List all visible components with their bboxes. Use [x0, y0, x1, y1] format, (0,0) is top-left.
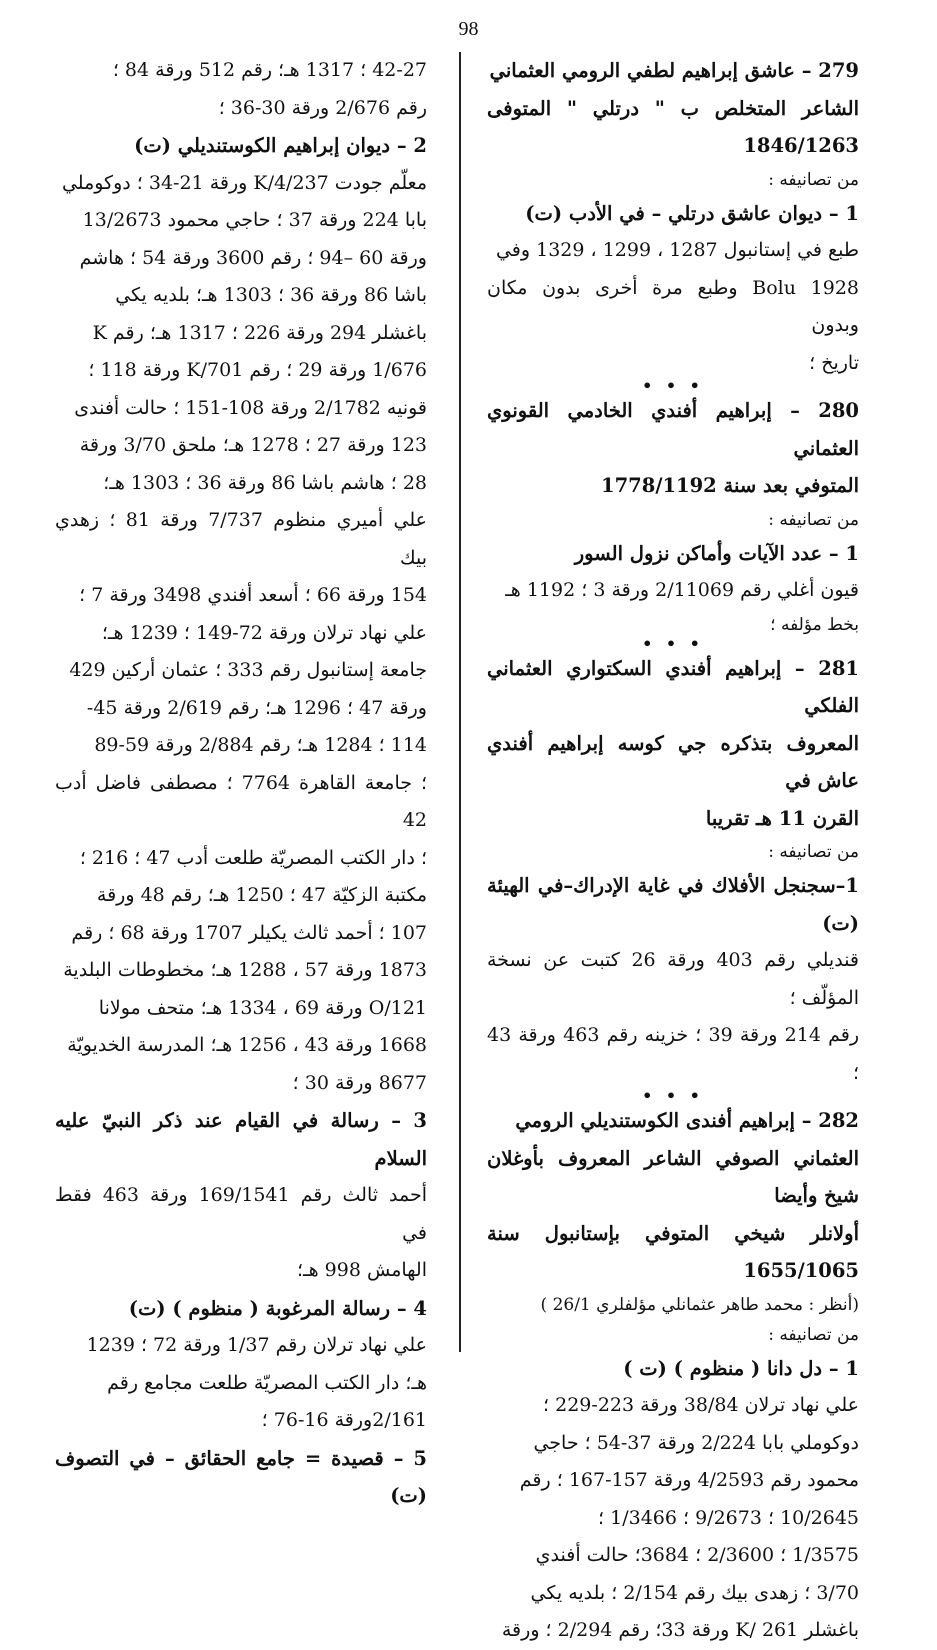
text-line: باغشلر 294 ورقة 226 ؛ 1317 هـ؛ رقم K	[92, 321, 427, 344]
text-line: Bolu 1928 وطبع مرة أخرى بدون مكان وبدون	[487, 276, 859, 336]
text-line: 1/3575 ؛ 2/3600 ؛ 3684؛ حالت أفندي	[535, 1544, 859, 1566]
text-line: معلّم جودت 4/237/K ورقة 21-34 ؛ دوكوملي	[61, 171, 427, 194]
entry-heading: المتوفي بعد سنة 1778/1192	[601, 474, 859, 497]
sub-label: من تصانيفه :	[768, 509, 859, 530]
sub-label: من تصانيفه :	[768, 1324, 859, 1345]
entry-heading: 1–سجنجل الأفلاك في غاية الإدراك–في الهيئة (ت)	[487, 874, 859, 935]
text-line: الهامش 998 هـ؛	[297, 1259, 427, 1281]
column-divider	[459, 52, 461, 1352]
right-column	[487, 52, 859, 1650]
text-line: علي نهاد ترلان ورقة 72-149 ؛ 1239 هـ؛	[101, 621, 427, 644]
left-column	[55, 52, 427, 1515]
entry-heading: 1 – ديوان عاشق درتلي – في الأدب (ت)	[525, 201, 859, 225]
text-line: 2/161ورقة 16-76 ؛	[261, 1409, 427, 1431]
text-line: طبع في إستانبول 1287 ، 1299 ، 1329 وفي	[495, 239, 859, 261]
sub-label: من تصانيفه :	[768, 169, 859, 190]
text-line: باشا 86 ورقة 36 ؛ 1303 هـ؛ بلديه يكي	[115, 284, 427, 306]
separator-dots: • • •	[642, 633, 704, 653]
text-line: 10/2645 ؛ 9/2673 ؛ 1/3466 ؛	[598, 1506, 859, 1529]
separator-dots: • • •	[642, 1086, 704, 1105]
entry-heading: المعروف بتذكره جي كوسه إبراهيم أفندي عاش في	[487, 731, 859, 792]
text-line: رقم 214 ورقة 39 ؛ خزينه رقم 463 ورقة 43 ؛	[487, 1024, 859, 1084]
entry-heading: 280 – إبراهيم أفندي الخادمي القونوي العثماني	[487, 399, 859, 460]
entry-heading: 1 – عدد الآيات وأماكن نزول السور	[574, 541, 859, 565]
text-line: علي أميري منظوم 7/737 ورقة 81 ؛ زهدي بيك	[55, 509, 427, 569]
text-line: ورقة 60 –94 ؛ رقم 3600 ورقة 54 ؛ هاشم	[79, 246, 427, 269]
text-line: علي نهاد ترلان 38/84 ورقة 223-229 ؛	[543, 1394, 859, 1416]
text-line: 154 ورقة 66 ؛ أسعد أفندي 3498 ورقة 7 ؛	[79, 584, 427, 606]
entry-heading: 1 – دل دانا ( منظوم ) (ت )	[623, 1356, 859, 1380]
text-line: 1873 ورقة 57 ، 1288 هـ؛ مخطوطات البلدية	[63, 959, 427, 981]
text-line: مكتبة الزكيّة 47 ؛ 1250 هـ؛ رقم 48 ورقة	[96, 884, 427, 906]
text-line: ؛ جامعة القاهرة 7764 ؛ مصطفى فاضل أدب 42	[55, 771, 427, 831]
text-line: دوكوملي بابا 2/224 ورقة 37-54 ؛ حاجي	[533, 1431, 859, 1454]
entry-heading: القرن 11 هـ تقريبا	[705, 806, 859, 830]
entry-heading: العثماني الصوفي الشاعر المعروف بأوغلان شيخ وأيضا	[487, 1146, 859, 1207]
entry-heading: 279 – عاشق إبراهيم لطفي الرومي العثماني	[489, 59, 859, 82]
text-line: قونيه 2/1782 ورقة 108-151 ؛ حالت أفندى	[74, 396, 427, 419]
text-line: باغشلر K/ 261 ورقة 33؛ رقم 2/294 ؛ ورقة	[501, 1619, 859, 1641]
text-line: 3/70 ؛ زهدى بيك رقم 2/154 ؛ بلديه يكي	[530, 1581, 859, 1604]
entry-heading: 282 – إبراهيم أفندى الكوستنديلي الرومي	[515, 1109, 859, 1132]
text-line: 114 ؛ 1284 هـ؛ رقم 2/884 ورقة 59-89	[94, 734, 427, 756]
entry-heading: 2 – ديوان إبراهيم الكوستنديلي (ت)	[134, 134, 427, 157]
sub-label: (أنظر : محمد طاهر عثمانلي مؤلفلري 26/1 )	[540, 1294, 859, 1315]
text-line: 28 ؛ هاشم باشا 86 ورقة 36 ؛ 1303 هـ؛	[103, 471, 427, 494]
entry-heading: 281 – إبراهيم أفندي السكتواري العثماني الفلكي	[487, 656, 859, 717]
text-line: ؛ دار الكتب المصريّة طلعت أدب 47 ؛ 216 ؛	[79, 846, 427, 869]
separator-dots: • • •	[642, 376, 704, 395]
entry-heading: 3 – رسالة في القيام عند ذكر النبيّ عليه السلام	[55, 1109, 427, 1170]
text-line: هـ؛ دار الكتب المصريّة طلعت مجامع رقم	[107, 1371, 427, 1394]
text-line: قيون أغلي رقم 2/11069 ورقة 3 ؛ 1192 هـ	[505, 579, 859, 601]
sub-label: من تصانيفه :	[768, 842, 859, 862]
entry-heading: 4 – رسالة المرغوبة ( منظوم ) (ت)	[128, 1296, 427, 1320]
text-line: 8677 ورقة 30 ؛	[292, 1071, 427, 1094]
text-line: 42-27 ؛ 1317 هـ؛ رقم 512 ورقة 84 ؛	[112, 59, 427, 81]
text-line: 107 ؛ أحمد ثالث يكيلر 1707 ورقة 68 ؛ رقم	[71, 921, 427, 944]
page-number: 98	[458, 18, 479, 40]
text-line: أحمد ثالث رقم 169/1541 ورقة 463 فقط في	[55, 1184, 427, 1244]
sub-label: بخط مؤلفه ؛	[770, 614, 859, 635]
entry-heading: أولانلر شيخي المتوفي بإستانبول سنة 1655/1065	[487, 1221, 859, 1282]
entry-heading: الشاعر المتخلص ب " درتلي " المتوفى 1846/1263	[487, 96, 859, 157]
text-line: محمود رقم 4/2593 ورقة 157-167 ؛ رقم	[519, 1469, 859, 1491]
text-line: رقم 2/676 ورقة 30-36 ؛	[218, 96, 427, 119]
text-line: ورقة 47 ؛ 1296 هـ؛ رقم 2/619 ورقة 45-	[86, 696, 427, 719]
text-line: علي نهاد ترلان رقم 1/37 ورقة 72 ؛ 1239	[86, 1334, 427, 1356]
text-line: 1668 ورقة 43 ، 1256 هـ؛ المدرسة الخديويّة	[67, 1034, 427, 1056]
text-line: 121/O ورقة 69 ، 1334 هـ؛ متحف مولانا	[98, 996, 427, 1019]
entry-heading: 5 – قصيدة = جامع الحقائق – في التصوف (ت)	[55, 1446, 427, 1507]
text-line: تاريخ ؛	[809, 351, 859, 374]
text-line: قنديلي رقم 403 ورقة 26 كتبت عن نسخة المؤلّف ؛	[487, 949, 860, 1009]
text-line: جامعة إستانبول رقم 333 ؛ عثمان أركين 429	[69, 659, 427, 681]
text-line: بابا 224 ورقة 37 ؛ حاجي محمود 13/2673	[82, 209, 427, 231]
text-line: 1/676 ورقة 29 ؛ رقم 701/K ورقة 118 ؛	[88, 359, 427, 381]
text-line: 123 ورقة 27 ؛ 1278 هـ؛ ملحق 3/70 ورقة	[79, 434, 427, 456]
